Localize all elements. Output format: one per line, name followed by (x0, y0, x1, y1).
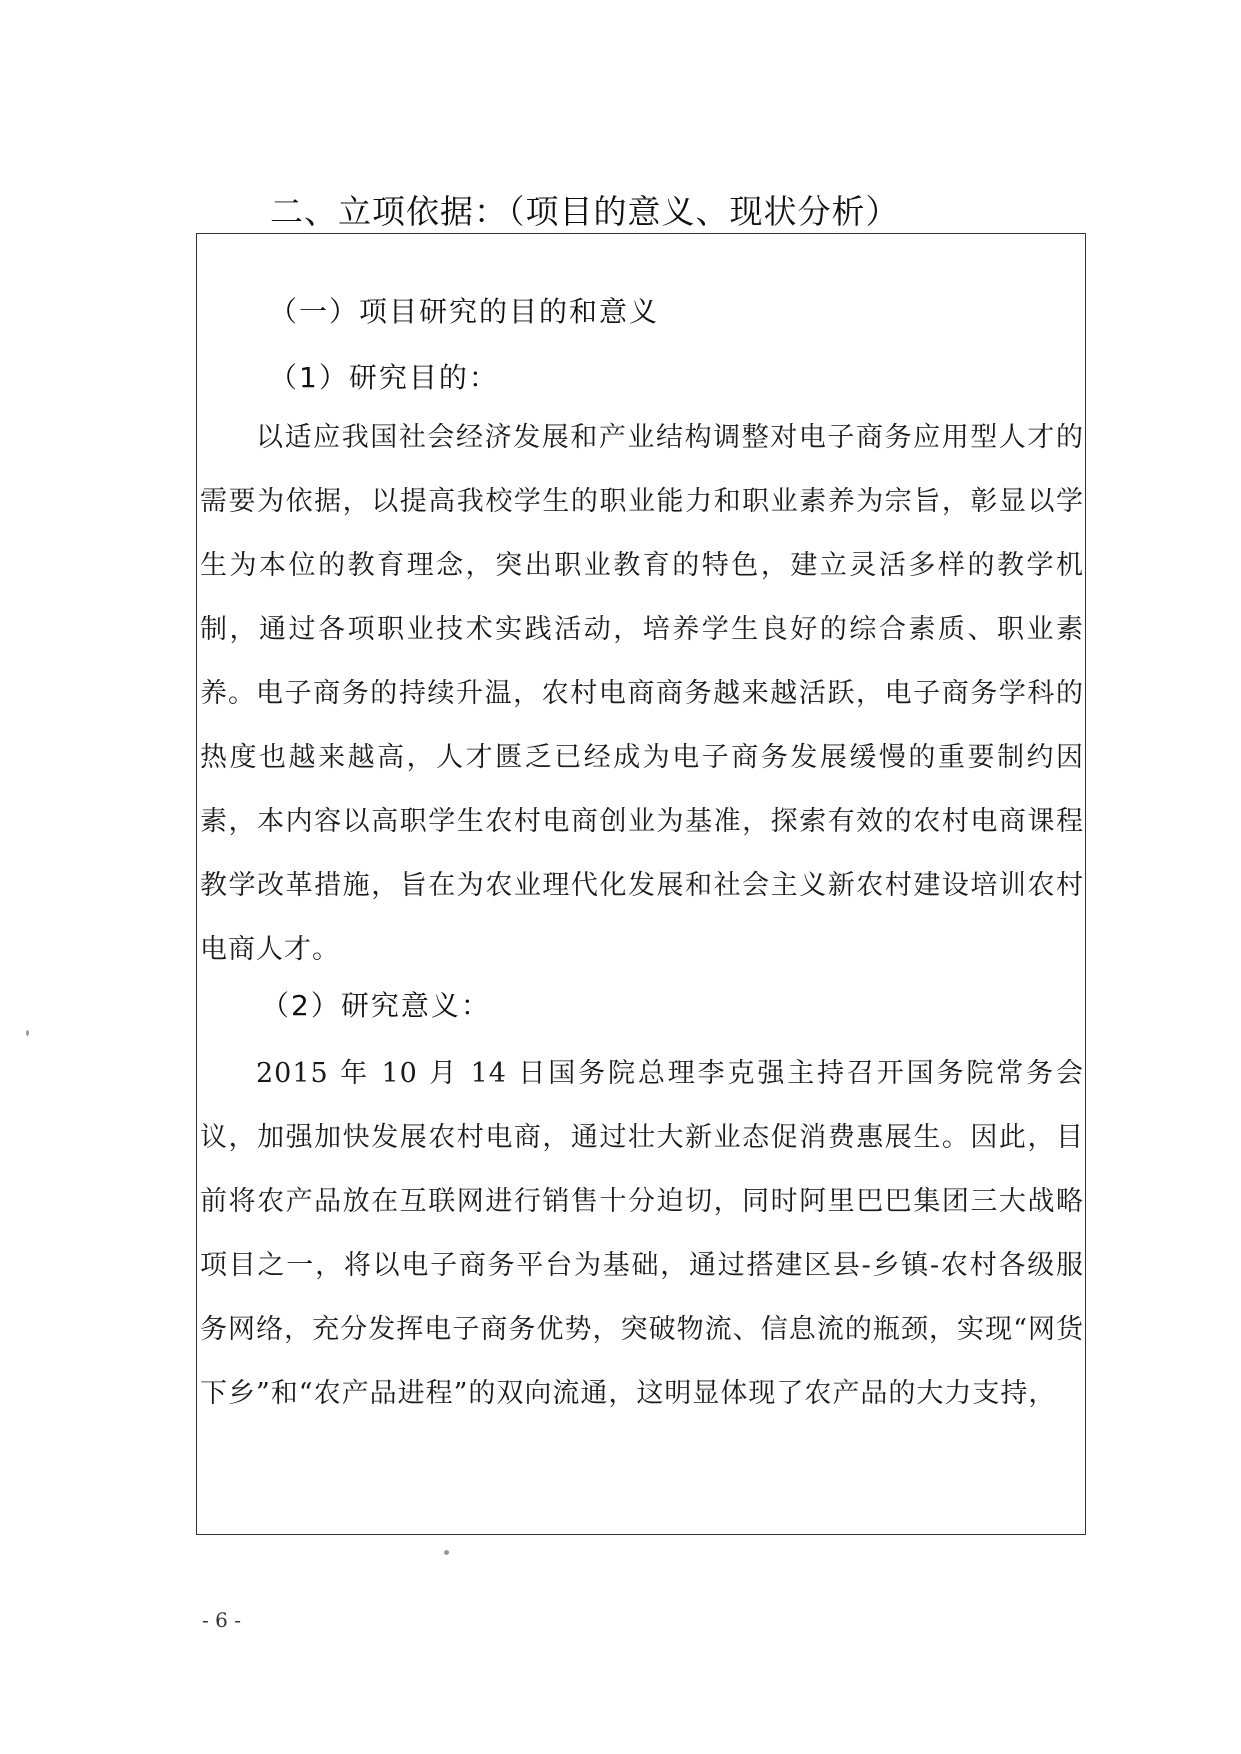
scan-speck (444, 1550, 449, 1555)
subsection-heading-purpose: （1）研究目的： (269, 361, 499, 394)
page-title: 二、立项依据：（项目的意义、现状分析） (270, 192, 900, 231)
page-number: - 6 - (202, 1608, 241, 1632)
scan-speck (26, 1030, 29, 1036)
purpose-paragraph-2: 电子商务的持续升温，农村电商商务越来越活跃，电子商务学科的热度也越来越高，人才匮乏已经成为电子商务发展缓慢的重要制约因素，本内容以高职学生农村电商创业为基准，探索有效的农村电商课程教学改革措施，旨在为农业理代化发展和社会主义新农村建设培训农村电商人才。 (200, 678, 1084, 965)
content-box (196, 233, 1086, 1535)
purpose-paragraph-1: 以适应我国社会经济发展和产业结构调整对电子商务应用型人才的需要为依据，以提高我校学生的职业能力和职业素养为宗旨，彰显以学生为本位的教育理念，突出职业教育的特色，建立灵活多样的教学机制，通过各项职业技术实践活动，培养学生良好的综合素质、职业素养。 (200, 422, 1084, 709)
significance-paragraph-1: 2015 年 10 月 14 日国务院总理李克强主持召开国务院常务会议，加强加快发展农村电商，通过壮大新业态促消费惠展生。因此，目前将农产品放在互联网进行销售十分迫切，同时阿里巴巴集团三大战略项目之一，将以电子商务平台为基础，通过搭建区县-乡镇-农村各级服务网络，充分发挥电子商务优势，突破物流、信息流的瓶颈，实现“网货下乡”和“农产品进程”的双向流通，这明显体现了农产品的大力支持， (200, 1058, 1084, 1409)
section-heading: （一）项目研究的目的和意义 (269, 295, 660, 328)
subsection-heading-significance: （2）研究意义： (261, 989, 491, 1022)
